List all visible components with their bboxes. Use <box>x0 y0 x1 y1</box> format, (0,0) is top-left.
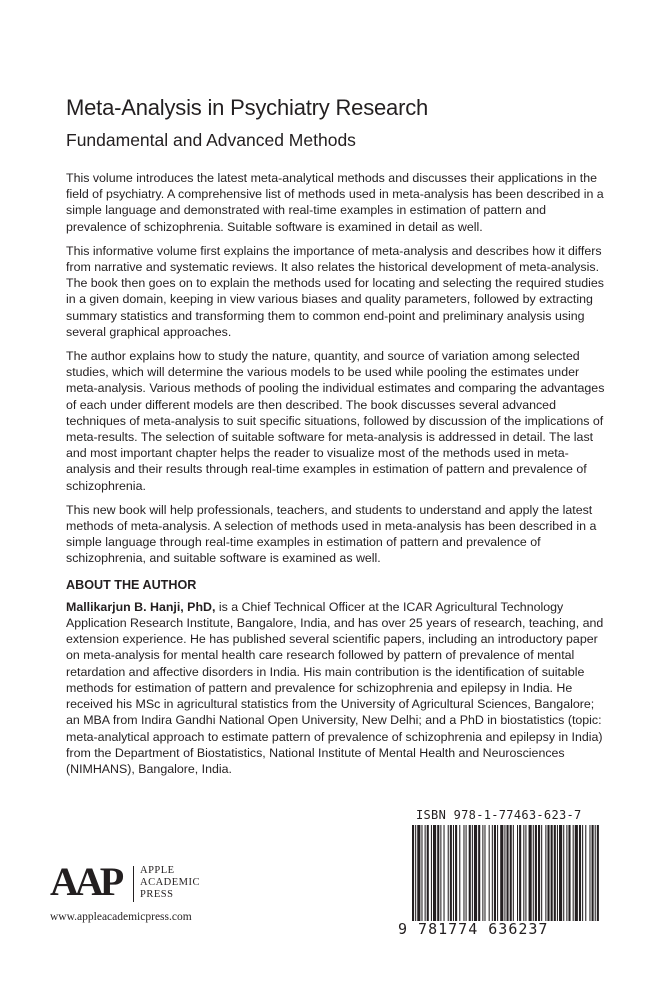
barcode-bar <box>433 825 436 921</box>
publisher-name-line: APPLE <box>140 865 175 876</box>
barcode-bar <box>455 825 457 921</box>
back-cover-description <box>66 170 606 785</box>
barcode-bar <box>425 825 426 921</box>
barcode-bar <box>453 825 454 921</box>
author-bio <box>66 599 606 777</box>
barcode-bar <box>459 825 460 921</box>
barcode-bar <box>575 825 578 921</box>
barcode-bar <box>597 825 599 921</box>
barcode-bar <box>463 825 464 921</box>
barcode-bar <box>431 825 432 921</box>
barcode-bar <box>557 825 558 921</box>
book-subtitle: Fundamental and Advanced Methods <box>66 130 356 150</box>
barcode-bar <box>579 825 581 921</box>
publisher-name-line: ACADEMIC <box>140 877 201 888</box>
barcode-bar <box>513 825 514 921</box>
author-bio-text: is a Chief Technical Officer at the ICAR Agricultural Technology Application Research Institute, Bangalore, India, and has over 25 years of research, teaching, and extension experience. He has published several scientific papers, including an introductory paper on meta-analysis for mental health care research followed by pattern of prevalence of mental retardation and affective disorders in India. His main contribution is the identification of suitable methods for estimation of pattern and prevalence for schizophrenia and epilepsy in India. He received his MSc in agricultural statistics from the University of Agricultural Sciences, Bangalore; an MBA from Indira Gandhi National Open University, New Delhi; and a PhD in biostatistics (topic: meta-analytical approach to estimate pattern of prevalence of schizophrenia and epilepsy in India) from the Department of Biostatistics, National Institute of Mental Health and Neurosciences (NIMHANS), Bangalore, India. <box>66 599 604 776</box>
barcode-bar <box>478 825 480 921</box>
barcode-bar <box>466 825 467 921</box>
description-paragraph: This informative volume first explains the importance of meta-analysis and describes how it differs from narrative and systematic reviews. It also relates the historical development of meta-analysis. The book then goes on to explain the methods used for locating and selecting the required studies in a given domain, keeping in view various biases and quality parameters, followed by extracting summary statistics and transforming them to common end-point and preliminary analysis using several graphical approaches. <box>66 243 604 339</box>
isbn-label: ISBN 978-1-77463-623-7 <box>416 808 582 822</box>
barcode-bar <box>440 825 441 921</box>
barcode-bar <box>504 825 505 921</box>
barcode-bar <box>535 825 537 921</box>
isbn-barcode <box>398 808 608 941</box>
barcode-bar <box>415 825 416 921</box>
barcode-bar <box>437 825 439 921</box>
barcode-bar <box>545 825 546 921</box>
barcode-bar <box>519 825 521 921</box>
barcode-bar <box>523 825 524 921</box>
barcode-bar <box>538 825 540 921</box>
barcode-bar <box>585 825 586 921</box>
barcode-digits: 9 781774 636237 <box>398 920 549 938</box>
publisher-name <box>140 865 200 901</box>
description-paragraph: The author explains how to study the nature, quantity, and source of variation among selected studies, which will determine the various models to be used while pooling the estimates under meta-analysis. Various methods of pooling the individual estimates and comparing the advantages of each under different models are then described. The book discusses several advanced techniques of meta-analysis to suit specific situations, followed by discussion of the implications of meta-results. The selection of suitable software for meta-analysis is addressed in detail. The last and most important chapter helps the reader to visualize most of the methods used in meta-analysis and their results through real-time examples in estimation of pattern and prevalence of schizophrenia. <box>66 349 605 493</box>
barcode-bar <box>474 825 477 921</box>
barcode-bar <box>494 825 496 921</box>
publisher-name-line: PRESS <box>140 889 174 900</box>
barcode-bar <box>444 825 445 921</box>
barcode-bar <box>582 825 583 921</box>
description-paragraph: This volume introduces the latest meta-analytical methods and discusses their applications in the field of psychiatry. A comprehensive list of methods used in meta-analysis has been described in a simple language and demonstrated with real-time examples in estimation of pattern and prevalence of schizophrenia. Suitable software is examined in detail as well. <box>66 171 604 234</box>
barcode-bar <box>500 825 503 921</box>
barcode-bar <box>573 825 574 921</box>
barcode-bar <box>507 825 509 921</box>
barcode-bar <box>448 825 449 921</box>
barcode-bar <box>472 825 473 921</box>
publisher-logo-mark: AAP <box>50 859 121 904</box>
barcode-bar <box>541 825 542 921</box>
barcode-bar <box>568 825 570 921</box>
barcode-bar <box>517 825 518 921</box>
about-author-heading: ABOUT THE AUTHOR <box>66 577 197 592</box>
barcode-bar <box>559 825 562 921</box>
description-paragraph: This new book will help professionals, teachers, and students to understand and apply the latest methods of meta-analysis. A selection of methods used in meta-analysis has been described in a simple language through real-time examples in estimation of pattern and prevalence of schizophrenia, and suitable software is examined as well. <box>66 502 597 566</box>
barcode-bar <box>427 825 429 921</box>
book-title: Meta-Analysis in Psychiatry Research <box>66 95 429 120</box>
barcode-bar <box>529 825 532 921</box>
barcode-bar <box>417 825 420 921</box>
logo-divider <box>133 866 134 902</box>
barcode-bar <box>469 825 471 921</box>
author-name: Mallikarjun B. Hanji, PhD, <box>66 599 216 614</box>
barcode-bar <box>421 825 422 921</box>
barcode-bar <box>412 825 414 921</box>
barcode-bar <box>492 825 493 921</box>
barcode-bar <box>547 825 549 921</box>
barcode-bar <box>484 825 485 921</box>
barcode-bars <box>398 825 608 923</box>
barcode-bar <box>595 825 596 921</box>
barcode-bar <box>554 825 556 921</box>
barcode-bar <box>482 825 483 921</box>
barcode-bar <box>566 825 567 921</box>
barcode-bar <box>533 825 534 921</box>
barcode-bar <box>589 825 590 921</box>
barcode-bar <box>497 825 498 921</box>
publisher-website: www.appleacademicpress.com <box>50 911 192 923</box>
barcode-bar <box>489 825 490 921</box>
barcode-bar <box>551 825 553 921</box>
barcode-bar <box>592 825 594 921</box>
barcode-bar <box>525 825 526 921</box>
barcode-bar <box>450 825 452 921</box>
barcode-bar <box>563 825 564 921</box>
barcode-bar <box>510 825 512 921</box>
